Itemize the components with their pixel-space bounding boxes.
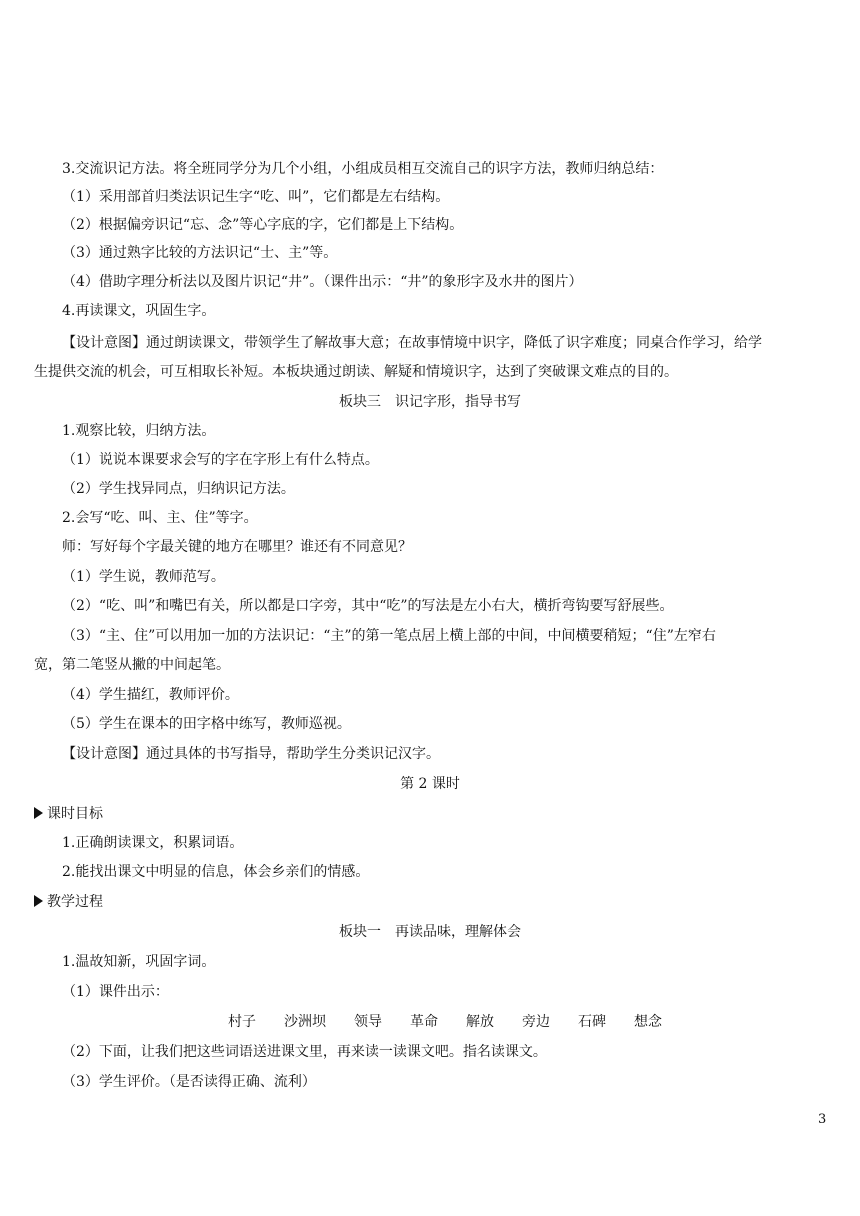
write-sub-5: （5）学生在课本的田字格中练写，教师巡视。 [62,716,351,732]
write-step: 2.会写“吃、叫、主、住”等字。 [62,510,258,526]
write-sub-4: （4）学生描红，教师评价。 [62,687,239,703]
process-heading [34,892,103,912]
review-sub-3: （3）学生评价。（是否读得正确、流利） [62,1074,316,1090]
goal-heading [34,804,103,824]
sub-item-4: （4）借助字理分析法以及图片识记“井”。（课件出示：“井”的象形字及水井的图片） [62,274,583,290]
section-heading-3: 板块三 识记字形，指导书写 [339,394,521,410]
word-item: 石碑 [578,1014,606,1030]
lesson-2-heading: 第 2 课时 [400,776,460,792]
observe-sub-1: （1）说说本课要求会写的字在字形上有什么特点。 [62,452,379,468]
triangle-bullet-icon [34,807,43,819]
write-sub-1: （1）学生说，教师范写。 [62,569,225,585]
observe-sub-2: （2）学生找异同点，归纳识记方法。 [62,481,295,497]
goal-heading-label: 课时目标 [47,806,103,822]
word-list [0,1012,860,1032]
review-step: 1.温故知新，巩固字词。 [62,954,216,970]
goal-1: 1.正确朗读课文，积累词语。 [62,835,244,851]
sub-item-1: （1）采用部首归类法识记生字“吃、叫”，它们都是左右结构。 [62,189,450,205]
write-sub-3-line2: 宽，第二笔竖从撇的中间起笔。 [34,657,230,673]
page-number: 3 [818,1112,827,1127]
step-4-text: 4.再读课文，巩固生字。 [62,303,216,319]
sub-item-2: （2）根据偏旁识记“忘、念”等心字底的字，它们都是上下结构。 [62,217,464,233]
word-item: 村子 [228,1014,256,1030]
review-sub-1: （1）课件出示： [62,984,169,1000]
design-intent-2: 【设计意图】通过具体的书写指导，帮助学生分类识记汉字。 [62,746,440,762]
word-item: 旁边 [522,1014,550,1030]
step-3-text: 3.交流识记方法。将全班同学分为几个小组，小组成员相互交流自己的识字方法，教师归纳总结： [62,161,664,177]
write-sub-2: （2）“吃、叫”和嘴巴有关，所以都是口字旁，其中“吃”的写法是左小右大，横折弯钩要写舒展些。 [62,598,674,614]
design-intent-1-line1: 【设计意图】通过朗读课文，带领学生了解故事大意；在故事情境中识字，降低了识字难度；同桌合作学习，给学 [62,335,762,351]
sub-item-3: （3）通过熟字比较的方法识记“士、主”等。 [62,245,338,261]
word-item: 革命 [410,1014,438,1030]
process-heading-label: 教学过程 [47,894,103,910]
review-sub-2: （2）下面，让我们把这些词语送进课文里，再来读一读课文吧。指名读课文。 [62,1044,547,1060]
observe-step: 1.观察比较，归纳方法。 [62,423,216,439]
teacher-question: 师：写好每个字最关键的地方在哪里？谁还有不同意见？ [62,539,412,555]
triangle-bullet-icon [34,895,43,907]
goal-2: 2.能找出课文中明显的信息，体会乡亲们的情感。 [62,864,370,880]
write-sub-3-line1: （3）“主、住”可以用加一加的方法识记：“主”的第一笔点居上横上部的中间，中间横要稍短；“住”左窄右 [62,628,716,644]
section-heading-1: 板块一 再读品味，理解体会 [339,924,521,940]
word-item: 解放 [466,1014,494,1030]
design-intent-1-line2: 生提供交流的机会，可互相取长补短。本板块通过朗读、解疑和情境识字，达到了突破课文难点的目的。 [34,364,678,380]
word-item: 领导 [354,1014,382,1030]
word-item: 想念 [634,1014,662,1030]
word-item: 沙洲坝 [284,1014,326,1030]
